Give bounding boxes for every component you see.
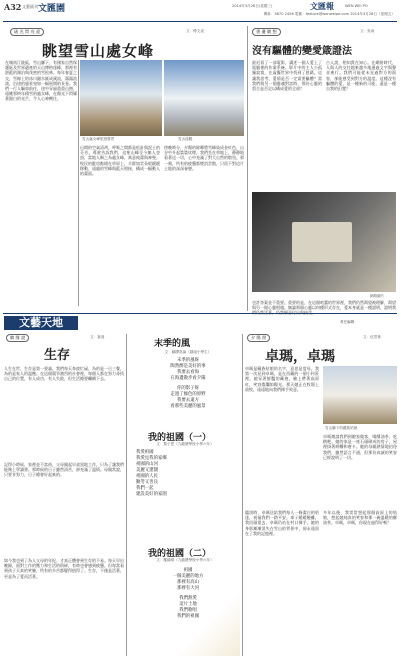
poem-line: 我們熱愛 bbox=[179, 596, 197, 601]
paper-name: 文匯報 bbox=[310, 1, 334, 11]
poem3-lines bbox=[140, 568, 236, 620]
col1-body-c: 如今我也到了為人父母的年紀，才真正體會到生存的不易。每天早出晚歸，面對工作的壓力和生活的瑣碎，有時也會感到疲憊。但每當看到孩子天真的笑臉，所有的辛苦都變得值得了。生存，不僅是活著，更是為了愛而活著。 bbox=[4, 558, 124, 579]
section-tag: 文藝副刊 bbox=[22, 4, 38, 9]
poem-line: 建設美好的家園 bbox=[136, 492, 167, 497]
poem-line: 一個美麗的地方 bbox=[172, 574, 204, 579]
top-section-author: 文：傅文炎 bbox=[186, 29, 204, 33]
col3-body-c: 臨別時，卓瑪送給我們每人一條潔白的哈達，祝福我們一路平安。車子緩緩駛離，我回頭望去，卓瑪仍站在村口揮手，她的身影漸漸消失在雪山的背景中，卻永遠留在了我的記憶裡。 bbox=[245, 510, 319, 536]
col3-body-b: 卓瑪邀請我們到她家做客，喝酥油茶，吃糌粑。她的家是一座石頭砌成的房子，屋裡掛著經幡和唐卡。她的母親熱情地招待我們，雖然語言不通，但那份真誠的笑容已經說明了一切。 bbox=[323, 434, 397, 460]
section2-banner: 文藝天地 bbox=[4, 316, 78, 330]
poem-line: 我們歌唱 bbox=[179, 608, 197, 613]
poem-line: 走過了綠色的原野 bbox=[170, 392, 206, 397]
top-body-col3: 傍晚時分，夕陽的餘暉將雪峰染成金紅色，山谷中升起裊裊炊煙。我們坐在草地上，靜靜地看著這一切，心中充滿了對大自然的敬畏。那一刻，所有的疲憊都煙消雲散，只留下對這片土地的深深眷戀。 bbox=[164, 145, 244, 171]
poem-line: 我要去遠方 bbox=[177, 398, 199, 403]
top-caption-2: 雪山遠眺 bbox=[178, 137, 193, 141]
poem-line: 我愛見我的家鄉 bbox=[136, 456, 167, 461]
poem-line: 我們一起 bbox=[136, 486, 154, 491]
section2-editor: 責任編輯： bbox=[340, 320, 358, 324]
col3-label: 夕 陽 照 bbox=[247, 334, 270, 342]
right-body-col1: 最近看了一部電影，講述一個人愛上了電腦裡的作業系統。影片中的主人公孤獨寂寞，在虛擬世界中找到了慰藉。這讓我思考，愛情是否一定需要軀體？當我們與另一個靈魂對話時，那份心靈的契合是否足以構成愛的全部？ bbox=[252, 60, 322, 92]
poem3-title: 我的祖國（二） bbox=[148, 549, 212, 559]
top-section-label-row bbox=[6, 26, 246, 36]
top-section-label: 琉 光 閃 亮 迎 bbox=[10, 28, 44, 36]
poem-line: 我愛祖國 bbox=[136, 450, 154, 455]
right-photo bbox=[252, 192, 396, 292]
col3-caption: 雪山腳下的藏族姑娘 bbox=[325, 426, 358, 430]
date-line: 2014年3月26日(星期三) bbox=[232, 4, 273, 8]
col1-title: 生存 bbox=[44, 348, 71, 363]
top-photo-2 bbox=[164, 60, 244, 136]
section-title: 文匯園 bbox=[38, 4, 66, 14]
poem2-title: 我的祖國（一） bbox=[148, 433, 212, 443]
col3-body-d: 多年以後，我常常想起那個高原上的姑娘，想起她純真的笑容和那一碗溫暖的酥油茶。卓瑪，卓瑪，你現在過得好嗎？ bbox=[323, 510, 397, 526]
poem-line: 祖國的人民 bbox=[136, 474, 158, 479]
poem-line: 那裡有大河 bbox=[177, 586, 199, 591]
right-section-label-row bbox=[250, 26, 397, 36]
col3-photo bbox=[323, 366, 397, 424]
poem-line: 我要去看海 bbox=[177, 370, 199, 375]
contact-line: 傳真：3870 2456 電郵：feature@wenweipo.com 2014年3月28日（星期五） bbox=[263, 12, 395, 16]
page-number: A32 bbox=[4, 2, 22, 12]
col1-body-b: 記得小時候，家裡並不富裕，父母親起早貪黑地工作，只為了讓我們能夠上學讀書。那時候的日子雖然清苦，卻充滿了溫情。母親常說，只要肯努力，日子總會好起來的。 bbox=[4, 462, 124, 478]
right-body-col2: 古人說，相知貴在知心。在網絡時代，人與人的交往越來越多地通過文字與聲音進行。我們可能從未見過對方的面容，卻能感受到對方的溫度。這種沒有軀體的愛，是一種新的可能，還是一種自我的幻覺？ bbox=[326, 60, 396, 92]
top-body-col2: 山間的空氣清冽，呼吸之間都是松針與泥土的芬芳。導遊告訴我們，這座山峰至今無人登頂，當地人稱之為處女峰，寓意純潔與神聖。牧民的氈房點綴在草原上，羊群如雲朵般緩緩移動，遠處的雪峰與藍天相接，構成一幅動人的畫面。 bbox=[80, 145, 160, 177]
right-headline: 沒有驅體的變愛箴證法 bbox=[252, 46, 352, 57]
col3 bbox=[245, 334, 397, 656]
poem-line: 陶然醉是美好的事 bbox=[170, 364, 206, 369]
right-caption: 網路圖片 bbox=[370, 294, 385, 298]
col2 bbox=[130, 334, 240, 656]
col3-body-a: 卓瑪是藏族姑娘的名字，意思是度母。我第一次見到卓瑪，是在西藏的一個小村莊裡。她穿著鮮豔的藏袍，臉上帶著高原紅，笑容燦爛如陽光。那天她正在牧場上放牧，遠遠地向我們揮手致意。 bbox=[245, 366, 319, 392]
poem-line: 在海邊散步看夕陽 bbox=[170, 376, 206, 381]
poem1-title: 末季的風 bbox=[154, 339, 191, 349]
col1-body-a: 人生在世，生存是第一要義。我們每天奔波忙碌，為的是一日三餐，為的是家人的溫飽。在這個競爭激烈的社會裡，每個人都在努力尋找自己的位置，有人成功，有人失敗，但生活總要繼續下去。 bbox=[4, 366, 124, 382]
paper-name-en: WEN WEI PO bbox=[345, 4, 368, 8]
right-body-col3: 也許答案並不重要。重要的是，在這個喧囂的世界裡，我們仍然渴望被理解，渴望與另一個心靈相遇。無論那個心靈以何種形式存在，愛本身就是一種證明，證明我 bbox=[252, 300, 396, 311]
poem-line: 那裡有高山 bbox=[177, 580, 199, 585]
right-section-author: 文：吳雨 bbox=[360, 29, 375, 33]
poem-line: 這片土地 bbox=[179, 602, 197, 607]
poem1-author: 文：翻譯鳥論（越南小學生） bbox=[164, 350, 212, 354]
col1 bbox=[4, 334, 124, 656]
top-caption-1: 雪山處女峰旅遊勝景 bbox=[82, 137, 115, 141]
top-headline: 眺望雪山處女峰 bbox=[42, 42, 155, 60]
right-section-label: 書 邊 隨 想 bbox=[252, 28, 281, 36]
masthead bbox=[0, 0, 400, 28]
poem-line: 祖國的山河 bbox=[136, 462, 158, 467]
col1-author: 文：嘉逸 bbox=[90, 335, 105, 339]
poem3-author: 文：羅絲晴（九龍塘學校小學六年） bbox=[156, 558, 214, 562]
poem2-author: 文：黎子思（九龍塘學校小學六年） bbox=[156, 442, 214, 446]
poem-line: 勤勞又善良 bbox=[136, 480, 158, 485]
poem1-lines bbox=[140, 358, 236, 410]
laptop-illustration bbox=[292, 222, 352, 262]
col1-label: 隨 緣 說 bbox=[6, 334, 29, 342]
col3-title: 卓瑪，卓瑪 bbox=[265, 349, 335, 365]
poem-line: 我們的祖國 bbox=[177, 614, 199, 619]
poem-line: 你的影子呀 bbox=[177, 386, 199, 391]
poem-line: 看那些美麗的風景 bbox=[170, 404, 206, 409]
poem-line: 末季的風呀 bbox=[177, 358, 199, 363]
poem-line: 祖國 bbox=[183, 568, 193, 573]
top-body-col1: 在城南江陵區，雪山腳下，有國家自然保護區及世界遺產的天山博格達峰，那裡有湛藍的湖泊與茂密的雪松林。每年春夏之交，雪線上的冰川融水匯成溪流，潺潺流淌，沿途的風景宛如一幅展開的長卷。我們一行人驅車前往，途中穿過重重山巒，遠眺那終年積雪的處女峰，在陽光下閃耀著銀白的光芒，令人心神嚮往。 bbox=[5, 60, 77, 102]
poem2-lines bbox=[136, 450, 236, 498]
col3-author: 文：伍景林 bbox=[363, 335, 381, 339]
top-photo-1 bbox=[80, 60, 162, 136]
poem-line: 美麗又遼闊 bbox=[136, 468, 158, 473]
